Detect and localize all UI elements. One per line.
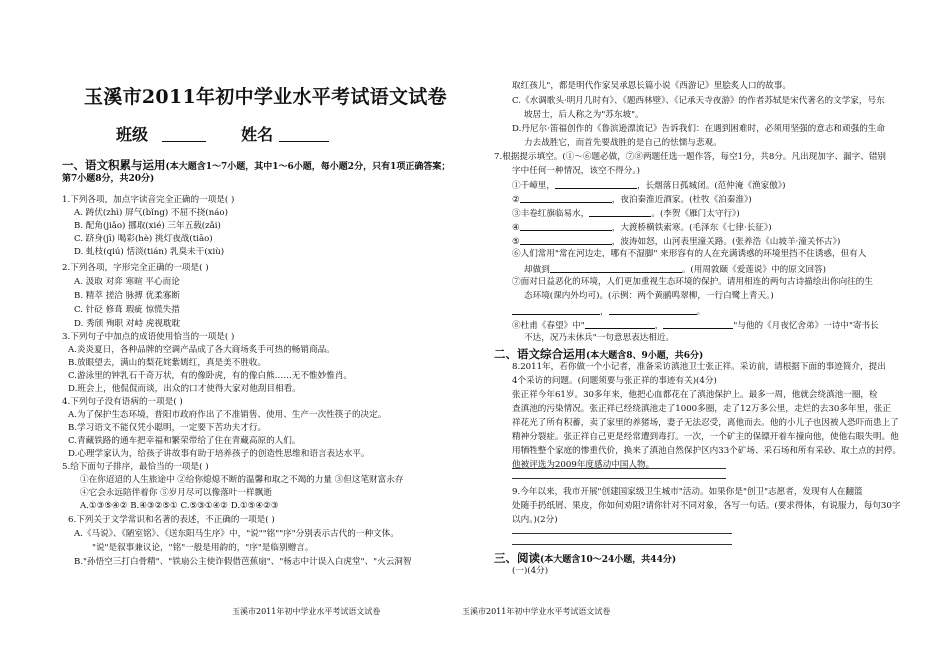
footer-right: 玉溪市2011年初中学业水平考试语文试卷: [462, 607, 611, 616]
q1-option-d: D. 虬枝(qiú) 恬淡(tián) 乳臭未干(xiù): [74, 247, 225, 257]
page-title: 玉溪市2011年初中学业水平考试语文试卷: [84, 86, 447, 108]
name-blank[interactable]: [279, 125, 329, 142]
q7-item-1-blank[interactable]: [555, 179, 637, 189]
q6-option-d-cont: 力去战胜它，而首先要战胜的是自己的怯懦与悲观。: [524, 138, 722, 148]
q7-item-7: ⑦面对日益恶化的环境，人们更加重视生态环境的保护。请用相连的两句古诗描绘出你向往的生: [512, 277, 873, 287]
q7-item-1-text: ①千嶂里，: [512, 181, 555, 191]
q1-option-a: A. 踌伏(zhì) 屏气(bǐng) 不屈不挠(náo): [74, 208, 228, 218]
section2-hint: (本大题含8、9小题，共6分): [586, 351, 704, 361]
q7-item-3-rest: 。(李贺《雁门太守行》): [651, 209, 740, 219]
q1-option-b: B. 配角(jiǎo) 挪取(xié) 三年五载(zǎi): [74, 221, 221, 231]
q7-item-7-cont: 态环境(课内外均可)。(示例：两个黄鹂鸣翠柳，一行白鹭上青天。): [524, 291, 774, 301]
q6-option-a: A.《马说》、《陋室铭》、《送东阳马生序》中，"说""铭""序"分别表示古代的一种文体。: [74, 529, 399, 539]
q4-option-d: D.心理学家认为，给孩子讲故事有助于培养孩子的创造性思维和语言表达水平。: [68, 449, 370, 459]
q7-item-8-blank-2[interactable]: [663, 319, 733, 329]
q9-stem: 9.今年以来，我市开展"创建国家级卫生城市"活动。如果你是"创卫"志愿者，发现有人在翻篮: [512, 487, 863, 497]
q7-item-7-answer: ， 。: [512, 305, 705, 317]
q7-stem: 7.根据提示填空。(①～⑥题必做，⑦⑧两题任选一题作答，每空1分，共8分。凡出现加字、漏字、错别: [494, 152, 887, 162]
q7-item-4: [512, 221, 772, 233]
q7-item-4-blank[interactable]: [520, 221, 612, 231]
section3-hint: (本大题含10～24小题，共44分): [540, 555, 677, 565]
section2-heading: [494, 346, 703, 362]
q3-stem: 3.下列句子中加点的成语使用恰当的一项是( ): [62, 332, 235, 342]
q2-option-a: A. 汲取 对弈 寒暄 平心而论: [74, 277, 180, 287]
q7-item-5: [512, 235, 840, 247]
q8-text-2: 查滇池的污染情况。张正祥已经绕滇池走了1000多圈，走了12万多公里，走烂的去30多年里，张正: [512, 404, 891, 414]
q6-option-b-cont: 取红孩儿"，都是明代作家吴承恩长篇小说《西游记》里脍炙人口的故事。: [512, 81, 791, 91]
q3-option-b: B.放眼望去，满山的梨花姹紫嫣红，真是美不胜收。: [68, 358, 267, 368]
q9-stem-end: 以内。)(2分): [512, 515, 558, 525]
q7-item-8-rest: "与他的《月夜忆舍弟》一诗中"寄书长: [733, 321, 879, 331]
q5-sentences-1: ①在你迢迢的人生旅途中 ②给你熄熄不断的温馨和取之不竭的力量 ③但这笔财富永存: [80, 475, 404, 485]
q7-item-1: [512, 179, 785, 191]
q7-item-6: ⑥人们常用"常在河边走，哪有不湿脚" 来形容有的人在充满诱惑的环境里挡不住诱惑，但有人: [512, 249, 867, 259]
q7-item-2-rest: ，夜泊秦淮近酒家。(杜牧《泊秦淮》): [611, 195, 752, 205]
q4-option-c: C.青藏铁路的通车把幸福和繁荣带给了住在青藏高原的人们。: [68, 436, 301, 446]
q7-item-2: [512, 193, 752, 205]
q7-item-3-text: ③丰卷红旗临易水，: [512, 209, 590, 219]
section3-title: 三、阅读: [494, 551, 540, 565]
q5-sentences-2: ④它会永远陪伴着你 ⑤岁月尽可以像落叶一样飘逝: [80, 488, 272, 498]
q7-item-7-blank-2[interactable]: [609, 305, 697, 315]
q8-stem: 8.2011年，若你做一个小记者，准备采访滇池卫士张正祥。采访前，请根据下面的事迹简介，提出: [512, 362, 886, 372]
q7-item-6-text: 却做到: [524, 265, 550, 275]
q8-text-1: 张正祥今年61岁。30多年来，他把心血都花在了滇池保护上。最多一周，他就会绕滇池一圈，检: [512, 390, 878, 400]
q7-item-5-text: ⑤: [512, 237, 520, 247]
q2-option-b: B. 精萃 搓洽 脉搏 优柔寡断: [74, 291, 180, 301]
q7-item-7-blank-1[interactable]: [512, 305, 600, 315]
q6-option-c-cont: 坡居士，后人称之为"苏东坡"。: [524, 110, 644, 120]
class-name-row: [116, 122, 329, 145]
class-label: 班级: [116, 125, 149, 144]
q4-option-b: B.学习语文不能仅凭小聪明，一定要下苦功夫才行。: [68, 423, 267, 433]
q6-option-b: B."孙悟空三打白骨精"、"铁扇公主使诈假借芭蕉扇"、"杨志中计误入白虎堂"、"火云洞智: [74, 557, 412, 567]
q8-text-6: 他被评选为2009年度感动中国人物。: [512, 460, 655, 470]
section3-heading: [494, 550, 676, 566]
q8-answer-line-1[interactable]: [512, 468, 726, 469]
q4-option-a: A.为了保护生态环境，普阳市政府作出了不准销售、使用、生产一次性筷子的决定。: [68, 410, 387, 420]
class-blank[interactable]: [162, 125, 206, 142]
q8-stem-cont: 4个采访的问题。(问题须要与张正祥的事迹有关)(4分): [512, 376, 717, 386]
q8-text-3: 祥花光了所有积蓄，卖了家里的养猪场，妻子无法忍受，离他而去。他的小儿子也因被人恐吓而患上了: [512, 418, 899, 428]
q5-options: A.①③⑤④② B.④③②⑤① C.⑤③①④② D.①⑤④②③: [80, 501, 279, 511]
q3-option-c: C.游泳里的钟乳石千奇万状，有的像卧虎，有的像白熊……无不惟妙惟肖。: [68, 371, 353, 381]
q1-option-c: C. 跻身(jī) 喝彩(hè) 挑灯夜战(tiāo): [74, 234, 213, 244]
q3-option-a: A.炎炎夏日，各种品牌的空调产品成了各大商场炙手可热的畅销商品。: [68, 345, 335, 355]
q8-answer-line-2[interactable]: [512, 478, 726, 479]
q9-answer-line-1[interactable]: [512, 533, 732, 534]
q7-item-8-blank-1[interactable]: [585, 319, 655, 329]
q7-item-5-blank[interactable]: [520, 235, 612, 245]
footer-left: 玉溪市2011年初中学业水平考试语文试卷: [232, 607, 381, 616]
q9-stem-cont: 处随手扔纸屑、果皮，你如何劝阻?请你针对不同对象，各写一句话。(要求得体，有说服力，每句30字: [512, 501, 901, 511]
q6-stem: 6.下列关于文学常识和名著的表述，不正确的一项是( ): [68, 515, 275, 525]
q4-stem: 4.下列句子没有语病的一项是( ): [62, 397, 183, 407]
q7-item-1-rest: ，长烟落日孤城闭。(范仲淹《渔家傲》): [636, 181, 786, 191]
q7-item-6-blank[interactable]: [550, 263, 682, 273]
q2-option-c: C. 针砭 修葺 瑕疵 惊慌失措: [74, 305, 180, 315]
q7-item-4-text: ④: [512, 223, 520, 233]
q7-item-8-cont: 不达，况乃未休兵"一句意思表达相近。: [524, 333, 675, 343]
q7-item-4-rest: ，大渡桥横铁索寒。(毛泽东《七律·长征》): [611, 223, 772, 233]
q6-option-c: C.《水调歌头·明月几时有》、《题西林壁》、《记承天寺夜游》的作者苏轼是宋代著名的文学家，号东: [512, 96, 885, 106]
q6-option-d: D.丹尼尔·笛福创作的《鲁滨逊漂流记》告诉我们：在遇到困难时，必须用坚强的意志和顽强的生命: [512, 124, 885, 134]
q7-stem-cont: 字中任何一种情况，该空不得分。): [512, 166, 640, 176]
q3-option-d: D.班会上，他侃侃而谈，出众的口才使得大家对他刮目相看。: [68, 384, 301, 394]
section1-hint2: 第7小题8分，共20分): [62, 174, 155, 184]
q9-answer-line-2[interactable]: [512, 544, 732, 545]
q7-item-8: ⑧杜甫《春望》中" ， "与他的《月夜忆舍弟》一诗中"寄书长: [512, 321, 879, 331]
name-label: 姓名: [241, 125, 274, 144]
q7-item-6-cont: [524, 263, 826, 275]
q7-item-8-text: ⑧杜甫《春望》中": [512, 321, 585, 331]
q5-stem: 5.给下面句子排序，最恰当的一项是( ): [62, 462, 209, 472]
q2-option-d: D. 秀颀 殉职 对峙 虎视耽耽: [74, 319, 181, 329]
q6-option-a-cont: "说"是叙事兼议论，"铭"一般是用韵的，"序"是临别赠言。: [92, 543, 314, 553]
section1-hint-line2: [62, 170, 154, 184]
q2-stem: 2.下列各项，字形完全正确的一项是( ): [62, 263, 209, 273]
q7-item-6-rest: 。(用周敦颐《爱莲说》中的原文回答): [681, 265, 827, 275]
section1-hint: (本大题含1～7小题，其中1～6小题，每小题2分，只有1项正确答案；: [165, 162, 451, 172]
q7-item-2-text: ②: [512, 195, 520, 205]
q7-item-3-blank[interactable]: [589, 207, 651, 217]
q7-item-5-rest: ，波涛如怒，山河表里潼关路。(张养浩《山坡羊·潼关怀古》): [611, 237, 841, 247]
section3-sub: (一)(4分): [512, 566, 549, 576]
q1-stem: 1.下列各项，加点字读音完全正确的一项是( ): [62, 195, 235, 205]
q7-item-2-blank[interactable]: [520, 193, 612, 203]
section2-title: 二、语文综合运用: [494, 347, 586, 361]
q8-text-4: 精神分裂症。张正祥自己更是经常遭到毒打。一次，一个矿主的保镖开着车撞向他，使他右眼失明。他: [512, 432, 899, 442]
q8-text-5: 用牺牲整个家庭的惨重代价，换来了滇池自然保护区内33个矿场、采石场和所有采砂、取土点的封停。: [512, 446, 902, 456]
section1-title: 一、语文积累与运用: [62, 158, 166, 172]
q7-item-3: [512, 207, 740, 219]
